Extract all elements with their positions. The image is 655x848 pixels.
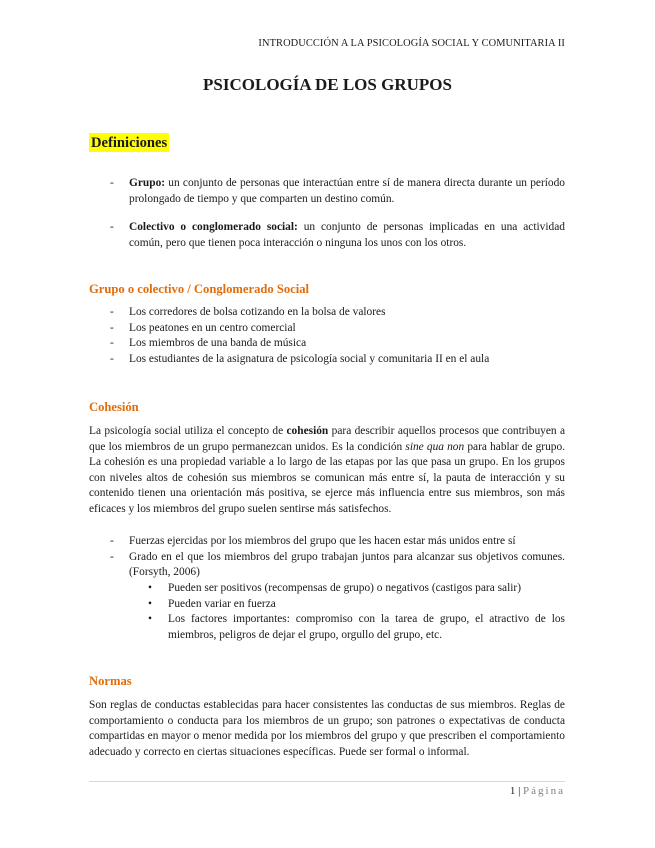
sub-list-item <box>89 581 565 597</box>
footer-divider <box>89 781 565 782</box>
definition-term: Colectivo o conglomerado social: <box>129 221 298 234</box>
dash-bullet: - <box>110 221 114 234</box>
bullet-dot: • <box>148 582 152 594</box>
list-item <box>89 305 565 321</box>
cohesion-sublist <box>89 581 565 643</box>
cohesion-list <box>89 534 565 581</box>
bullet-dot: • <box>148 613 152 626</box>
list-item-text: Los miembros de una banda de música <box>129 337 307 350</box>
page-separator: | <box>518 785 521 797</box>
dash-bullet: - <box>110 337 114 350</box>
page-title: PSICOLOGÍA DE LOS GRUPOS <box>203 75 452 94</box>
sub-list-item-text: Los factores importantes: compromiso con la tarea de grupo, el atractivo de los miembros, peligros de dejar el grupo, orgullo del grupo, etc. <box>168 613 565 641</box>
list-item <box>89 336 565 352</box>
definition-text: un conjunto de personas que interactúan entre sí de manera directa durante un período prolongado de tiempo y que comparten un destino común. <box>129 177 565 205</box>
cohesion-heading: Cohesión <box>89 400 139 414</box>
cohesion-paragraph <box>89 424 565 518</box>
page-footer <box>89 784 565 800</box>
page-label: Página <box>523 785 565 797</box>
dash-bullet: - <box>110 352 114 365</box>
definition-item-colectivo <box>89 220 565 251</box>
sub-list-item <box>89 612 565 643</box>
colectivo-heading: Grupo o colectivo / Conglomerado Social <box>89 282 310 296</box>
definition-text: un conjunto de personas implicadas en una actividad común, pero que tienen poca interacción o ninguna los unos con los otros. <box>129 221 565 249</box>
cohesion-text-b: para describir aquellos procesos que contribuyen a que los miembros de un grupo permanezcan unidos. Es la condición <box>89 425 565 453</box>
list-item <box>89 352 565 368</box>
normas-heading: Normas <box>89 674 132 688</box>
cohesion-sublist-wrap <box>89 581 565 643</box>
definition-item-grupo <box>89 176 565 207</box>
list-item <box>89 550 565 581</box>
dash-bullet: - <box>110 535 114 547</box>
dash-bullet: - <box>110 306 114 318</box>
list-item <box>89 321 565 337</box>
definitions-list <box>89 176 565 251</box>
dash-bullet: - <box>110 177 114 189</box>
normas-paragraph: Son reglas de conductas establecidas para hacer consistentes las conductas de sus miembros. Reglas de comportamiento o conducta para los miembros de un grupo; son patrones o expectativas de conducta compartidas en mayor o menor medida por los miembros del grupo y que prescriben el comportamiento adecuado y correcto en ciertas situaciones específicas. Puede ser formal o informal. <box>89 699 565 758</box>
cohesion-latin-phrase: sine qua non <box>405 440 465 453</box>
sub-list-item-text: Pueden ser positivos (recompensas de grupo) o negativos (castigos para salir) <box>168 582 522 594</box>
sub-list-item <box>89 597 565 613</box>
list-item <box>89 534 565 550</box>
list-item-text: Los peatones en un centro comercial <box>129 321 296 334</box>
colectivo-list <box>89 305 565 367</box>
list-item-text: Grado en el que los miembros del grupo trabajan juntos para alcanzar sus objetivos comunes. (Forsyth, 2006) <box>129 550 565 579</box>
cohesion-term: cohesión <box>286 425 329 437</box>
page-number: 1 <box>509 785 516 797</box>
running-header: INTRODUCCIÓN A LA PSICOLOGÍA SOCIAL Y COMUNITARIA II <box>258 38 565 49</box>
list-item-text: Los corredores de bolsa cotizando en la bolsa de valores <box>129 306 386 318</box>
definition-term: Grupo: <box>129 177 166 189</box>
bullet-dot: • <box>148 597 152 610</box>
definitions-heading: Definiciones <box>91 135 168 151</box>
cohesion-text-a: La psicología social utiliza el concepto de <box>89 425 287 437</box>
list-item-text: Los estudiantes de la asignatura de psicología social y comunitaria II en el aula <box>129 352 490 365</box>
sub-list-item-text: Pueden variar en fuerza <box>168 597 276 610</box>
cohesion-text-c: para hablar de grupo. La cohesión es una propiedad variable a lo largo de las etapas por las que pasa un grupo. En los grupos con niveles altos de cohesión sus miembros se comunican más entre sí, la pauta de interacción y su contenido tienen una orientación más positiva, se ejerce más influencia entre sus miembros, son más eficaces y los miembros del grupo suelen sentirse más satisfechos. <box>89 440 565 515</box>
dash-bullet: - <box>110 321 114 334</box>
list-item-text: Fuerzas ejercidas por los miembros del grupo que les hacen estar más unidos entre sí <box>129 535 516 547</box>
dash-bullet: - <box>110 550 114 563</box>
